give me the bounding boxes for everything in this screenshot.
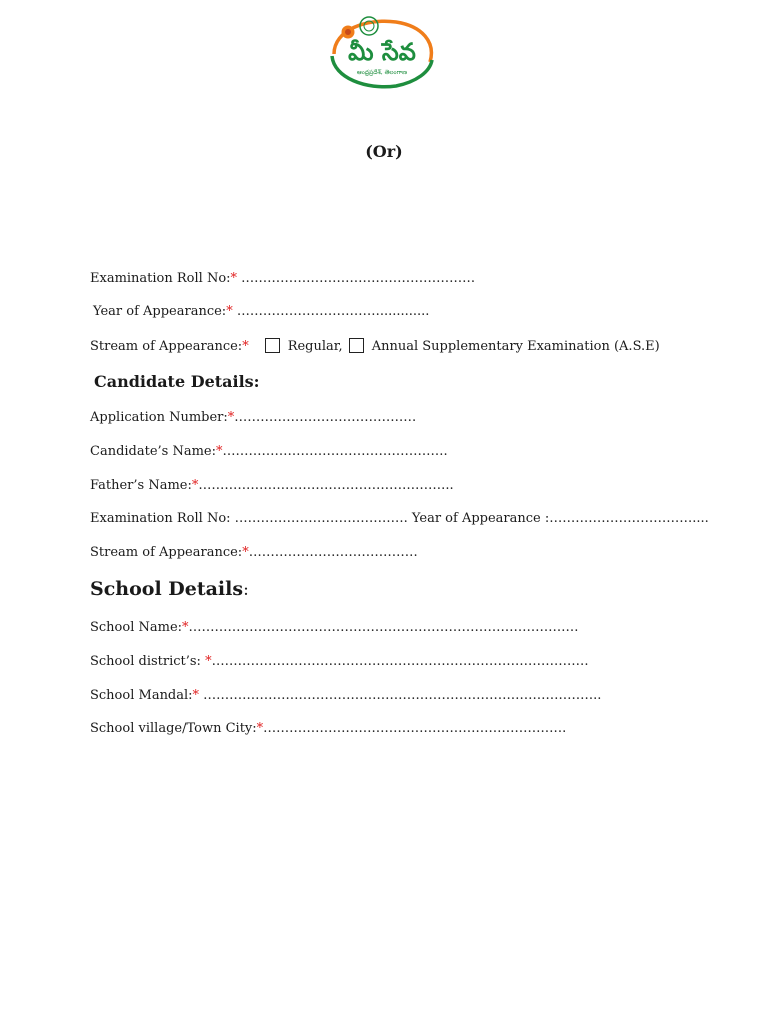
required-star: * <box>256 721 264 736</box>
required-star: * <box>192 688 200 703</box>
school-details-heading <box>90 578 249 600</box>
father-name-field[interactable] <box>90 477 454 495</box>
school-district-label: School district’s: <box>90 654 206 669</box>
school-village-field[interactable] <box>90 720 566 738</box>
school-mandal-field[interactable] <box>90 687 601 705</box>
emblem-icon <box>360 17 378 35</box>
fill-line: …………………………………………………………………………… <box>211 654 589 669</box>
mee-seva-logo <box>326 12 438 92</box>
year-label: Year of Appearance: <box>93 304 227 319</box>
school-district-field[interactable] <box>90 653 589 671</box>
stream-label: Stream of Appearance: <box>90 339 243 354</box>
fill-line: ………………………………………………….. <box>198 478 454 493</box>
fill-line: ……………………………………………… <box>237 271 476 286</box>
ase-checkbox[interactable] <box>349 338 364 353</box>
or-label: (Or) <box>365 142 403 161</box>
school-name-label: School Name: <box>90 620 183 635</box>
fill-line: ……………………………………………………………. <box>263 721 567 736</box>
logo-tagline: ఆంధ్రప్రదేశ్, తెలంగాణ <box>356 69 408 76</box>
application-number-field[interactable] <box>90 409 416 427</box>
required-star: * <box>227 410 235 425</box>
fill-line: …………………………………… <box>234 410 417 425</box>
required-star: * <box>182 620 189 635</box>
required-star: * <box>226 304 233 319</box>
fill-line: ……………………………………………………………………………….. <box>199 688 602 703</box>
school-village-label: School village/Town City: <box>90 721 257 736</box>
candidate-name-field[interactable] <box>90 443 448 461</box>
candidate-name-label: Candidate’s Name: <box>90 444 217 459</box>
fill-line: ……………………………............ <box>232 304 430 319</box>
school-name-field[interactable] <box>90 619 579 637</box>
logo-text: మీ సేవ <box>348 38 416 66</box>
father-name-label: Father’s Name: <box>90 478 192 493</box>
stream-field <box>90 338 660 356</box>
required-star: * <box>230 271 238 286</box>
candidate-details-heading: Candidate Details: <box>94 372 260 391</box>
roll-year-field[interactable] <box>90 510 709 528</box>
roll-year-text: Examination Roll No: …………………………………. Year of Appearance :…………………………….... <box>90 511 709 526</box>
required-star: * <box>191 478 199 493</box>
exam-roll-field[interactable] <box>90 270 475 288</box>
required-star: * <box>242 339 249 354</box>
school-details-title: School Details <box>90 578 244 600</box>
regular-label: Regular, <box>287 339 343 354</box>
fill-line: ……………………………………………………………………………… <box>188 620 579 635</box>
year-field[interactable] <box>93 303 429 321</box>
stream-label: Stream of Appearance: <box>90 545 243 560</box>
candidate-stream-field[interactable] <box>90 544 418 562</box>
exam-roll-label: Examination Roll No: <box>90 271 231 286</box>
school-mandal-label: School Mandal: <box>90 688 193 703</box>
regular-checkbox[interactable] <box>265 338 280 353</box>
fill-line: ……………………………………………. <box>222 444 448 459</box>
fill-line: ………………………………… <box>248 545 418 560</box>
required-star: * <box>242 545 249 560</box>
application-number-label: Application Number: <box>90 410 228 425</box>
required-star: * <box>205 654 212 669</box>
required-star: * <box>216 444 223 459</box>
ase-label: Annual Supplementary Examination (A.S.E) <box>371 339 660 354</box>
heading-colon: : <box>243 580 249 600</box>
